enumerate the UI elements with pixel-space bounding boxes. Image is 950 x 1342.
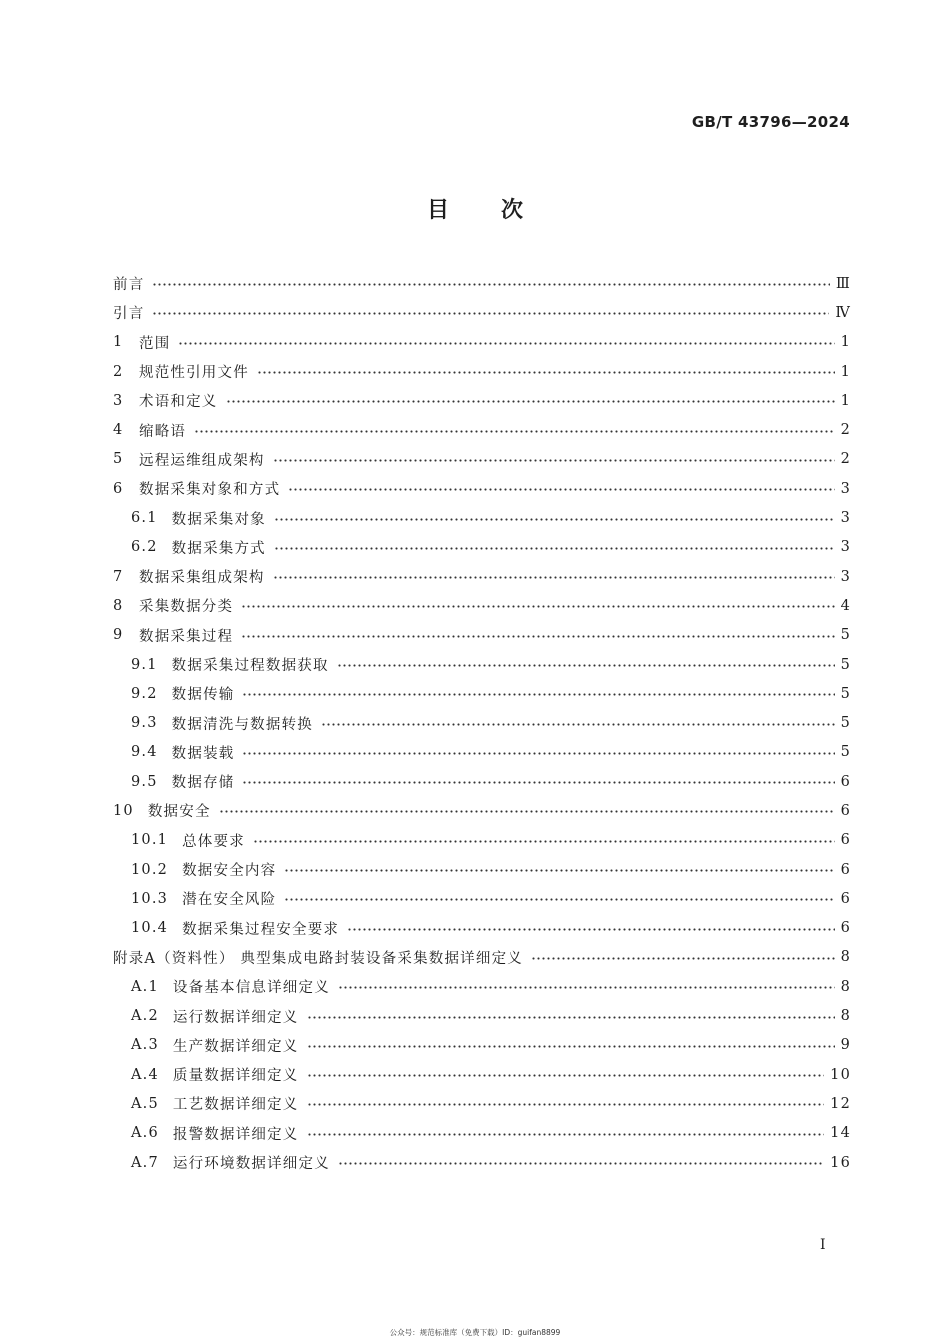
toc-entry-label: 数据采集过程安全要求 [182, 921, 340, 938]
toc-leader-dots [152, 283, 829, 286]
toc-leader-dots [226, 400, 835, 403]
toc-entry-page: 3 [840, 539, 851, 556]
toc-entry-page: 16 [830, 1154, 851, 1171]
toc-entry-page: 6 [840, 890, 851, 907]
toc-entry[interactable] [113, 621, 851, 650]
toc-entry[interactable] [113, 533, 851, 562]
toc-entry-label: 数据装载 [171, 745, 235, 762]
toc-entry-label: 附录A（资料性） 典型集成电路封装设备采集数据详细定义 [113, 950, 523, 967]
toc-entry[interactable] [113, 474, 851, 503]
toc-entry-page: 6 [840, 861, 851, 878]
toc-entry[interactable] [113, 1031, 851, 1060]
toc-entry-number: 3 [113, 392, 124, 409]
toc-entry-number: A.4 [131, 1066, 159, 1083]
toc-entry-label: 采集数据分类 [139, 599, 234, 616]
toc-entry-page: 6 [840, 832, 851, 849]
toc-entry-label: 数据采集组成架构 [139, 570, 265, 587]
footer-watermark-text: 公众号：规范标准库（免费下载）ID：guifan8899 [389, 1328, 561, 1337]
toc-entry-number: A.3 [131, 1037, 159, 1054]
toc-leader-dots [288, 488, 834, 491]
toc-entry-number: A.2 [131, 1008, 159, 1025]
toc-leader-dots [284, 898, 834, 901]
toc-entry-label: 数据采集过程数据获取 [171, 658, 329, 674]
toc-entry-page: 3 [840, 480, 851, 497]
toc-leader-dots [273, 459, 835, 462]
toc-entry-page: 14 [830, 1125, 851, 1142]
toc-entry-label: 数据采集方式 [171, 540, 266, 557]
toc-entry-page: 5 [840, 715, 851, 732]
toc-leader-dots [257, 371, 835, 374]
toc-entry-label: 数据存储 [171, 775, 235, 792]
toc-leader-dots [273, 576, 835, 579]
toc-entry-page: 3 [840, 568, 851, 585]
toc-entry-number: 9.5 [131, 773, 158, 790]
toc-entry[interactable] [113, 914, 851, 943]
standard-code: GB/T 43796—2024 [691, 113, 850, 131]
toc-leader-dots [307, 1133, 825, 1136]
toc-leader-dots [219, 810, 835, 813]
toc-entry-label: 数据采集对象 [171, 511, 266, 528]
toc-entry-page: 5 [840, 685, 851, 702]
toc-entry[interactable] [113, 269, 851, 298]
toc-leader-dots [531, 957, 835, 960]
toc-leader-dots [321, 723, 835, 726]
toc-entry-number: 9.3 [131, 715, 158, 732]
toc-entry-page: 1 [840, 392, 851, 409]
toc-entry-label: 规范性引用文件 [139, 365, 249, 382]
toc-entry-page: 5 [840, 656, 851, 673]
toc-entry-page: 8 [840, 978, 851, 995]
toc-entry[interactable] [113, 1001, 851, 1030]
toc-entry-label: 报警数据详细定义 [172, 1126, 299, 1143]
toc-leader-dots [307, 1045, 835, 1048]
toc-entry[interactable] [113, 679, 851, 708]
toc-entry[interactable] [113, 855, 851, 884]
toc-entry[interactable] [113, 386, 851, 415]
toc-entry[interactable] [113, 562, 851, 591]
toc-leader-dots [253, 840, 835, 843]
toc-entry[interactable] [113, 415, 851, 444]
toc-entry-number: 2 [113, 363, 124, 380]
toc-entry-page: 12 [830, 1095, 851, 1112]
toc-entry-number: 5 [113, 451, 124, 468]
toc-leader-dots [242, 752, 834, 755]
toc-entry-page: 5 [840, 744, 851, 761]
toc-entry-number: 1 [113, 334, 124, 351]
toc-entry[interactable] [113, 972, 851, 1001]
toc-entry-label: 运行环境数据详细定义 [172, 1156, 330, 1173]
toc-entry-number: 10.4 [131, 920, 169, 937]
toc-entry-page: 1 [840, 334, 851, 351]
toc-leader-dots [338, 986, 835, 989]
toc-entry-page: 9 [840, 1037, 851, 1054]
toc-entry[interactable] [113, 1089, 851, 1118]
toc-entry-label: 质量数据详细定义 [172, 1068, 299, 1085]
toc-entry-page: 6 [840, 773, 851, 790]
toc-entry-number: 10.1 [131, 832, 169, 849]
toc-entry-page: 2 [840, 422, 851, 439]
toc-entry[interactable] [113, 884, 851, 913]
toc-entry-label: 数据采集过程 [139, 628, 234, 645]
toc-entry-number: A.5 [131, 1095, 159, 1112]
toc-entry-label: 范围 [139, 335, 171, 352]
toc-entry-label: 数据采集对象和方式 [139, 482, 281, 499]
toc-entry[interactable] [113, 650, 851, 679]
toc-entry-page: 6 [840, 920, 851, 937]
toc-leader-dots [307, 1016, 835, 1019]
toc-entry-label: 远程运维组成架构 [139, 452, 265, 469]
toc-leader-dots [194, 430, 834, 433]
toc-entry-number: 4 [113, 422, 124, 439]
toc-entry[interactable] [113, 1060, 851, 1089]
toc-entry-label: 数据安全内容 [182, 863, 277, 880]
toc-entry-page: 8 [840, 1008, 851, 1025]
toc-entry-label: 缩略语 [139, 423, 187, 440]
toc-entry[interactable] [113, 1119, 851, 1148]
toc-leader-dots [274, 518, 835, 521]
toc-entry-page: 10 [830, 1066, 851, 1083]
toc-entry-label: 数据安全 [147, 804, 211, 821]
toc-entry[interactable] [113, 503, 851, 532]
toc-entry-number: 9.2 [131, 685, 158, 702]
toc-entry-label: 生产数据详细定义 [172, 1038, 299, 1055]
toc-entry-page: 5 [840, 627, 851, 644]
toc-entry-number: A.1 [131, 978, 159, 995]
toc-leader-dots [242, 781, 834, 784]
toc-leader-dots [307, 1103, 825, 1106]
toc-entry-label: 工艺数据详细定义 [172, 1097, 299, 1114]
toc-leader-dots [337, 664, 835, 667]
toc-entry-label: 前言 [113, 277, 145, 294]
toc-entry-number: 10 [113, 802, 134, 819]
toc-entry-number: 9.1 [131, 656, 158, 673]
toc-entry[interactable] [113, 767, 851, 796]
page-title: 目次 [426, 198, 575, 223]
toc-leader-dots [338, 1162, 824, 1165]
toc-entry-label: 术语和定义 [139, 394, 218, 411]
toc-leader-dots [178, 342, 834, 345]
toc-entry-page: 2 [840, 451, 851, 468]
toc-entry-number: 10.2 [131, 861, 169, 878]
toc-entry[interactable] [113, 943, 851, 972]
toc-leader-dots [241, 635, 834, 638]
toc-leader-dots [274, 547, 835, 550]
toc-entry-number: 6.1 [131, 510, 158, 527]
toc-entry-number: 9.4 [131, 744, 158, 761]
toc-entry[interactable] [113, 738, 851, 767]
toc-entry-page: Ⅲ [835, 275, 851, 292]
toc-entry-number: 9 [113, 627, 124, 644]
toc-entry[interactable] [113, 826, 851, 855]
toc-entry[interactable] [113, 591, 851, 620]
toc-leader-dots [242, 693, 834, 696]
toc-entry-page: Ⅳ [835, 304, 851, 321]
toc-entry-number: 10.3 [131, 890, 169, 907]
toc-leader-dots [284, 869, 834, 872]
toc-entry-number: 6 [113, 480, 124, 497]
toc-entry-label: 总体要求 [182, 833, 245, 850]
toc-entry-number: 6.2 [131, 539, 158, 556]
toc-entry[interactable] [113, 298, 851, 327]
toc-entry-label: 设备基本信息详细定义 [172, 980, 330, 997]
toc-leader-dots [347, 928, 834, 931]
toc-entry-label: 数据清洗与数据转换 [171, 716, 313, 733]
toc-entry-number: A.6 [131, 1125, 159, 1142]
toc-entry-number: A.7 [131, 1154, 159, 1171]
toc-entry-label: 引言 [113, 306, 145, 323]
toc-entry-page: 6 [840, 802, 851, 819]
toc-entry-label: 潜在安全风险 [182, 892, 277, 909]
toc-leader-dots [152, 312, 829, 315]
toc-leader-dots [241, 605, 834, 608]
toc-entry-label: 运行数据详细定义 [172, 1009, 299, 1026]
toc-entry-page: 1 [840, 363, 851, 380]
page-number: Ⅰ [820, 1237, 826, 1253]
toc-entry-page: 8 [840, 949, 851, 966]
toc-entry[interactable] [113, 445, 851, 474]
toc-entry-page: 3 [840, 510, 851, 527]
toc-entry[interactable] [113, 328, 851, 357]
toc-entry-label: 数据传输 [171, 687, 235, 704]
toc-leader-dots [307, 1074, 825, 1077]
toc-entry-page: 4 [840, 597, 851, 614]
toc-entry-number: 7 [113, 568, 124, 585]
toc-entry[interactable] [113, 357, 851, 386]
toc-entry[interactable] [113, 1148, 851, 1177]
toc-entry-number: 8 [113, 597, 124, 614]
toc-entry[interactable] [113, 796, 851, 825]
toc-entry[interactable] [113, 708, 851, 737]
table-of-contents [113, 269, 851, 1177]
